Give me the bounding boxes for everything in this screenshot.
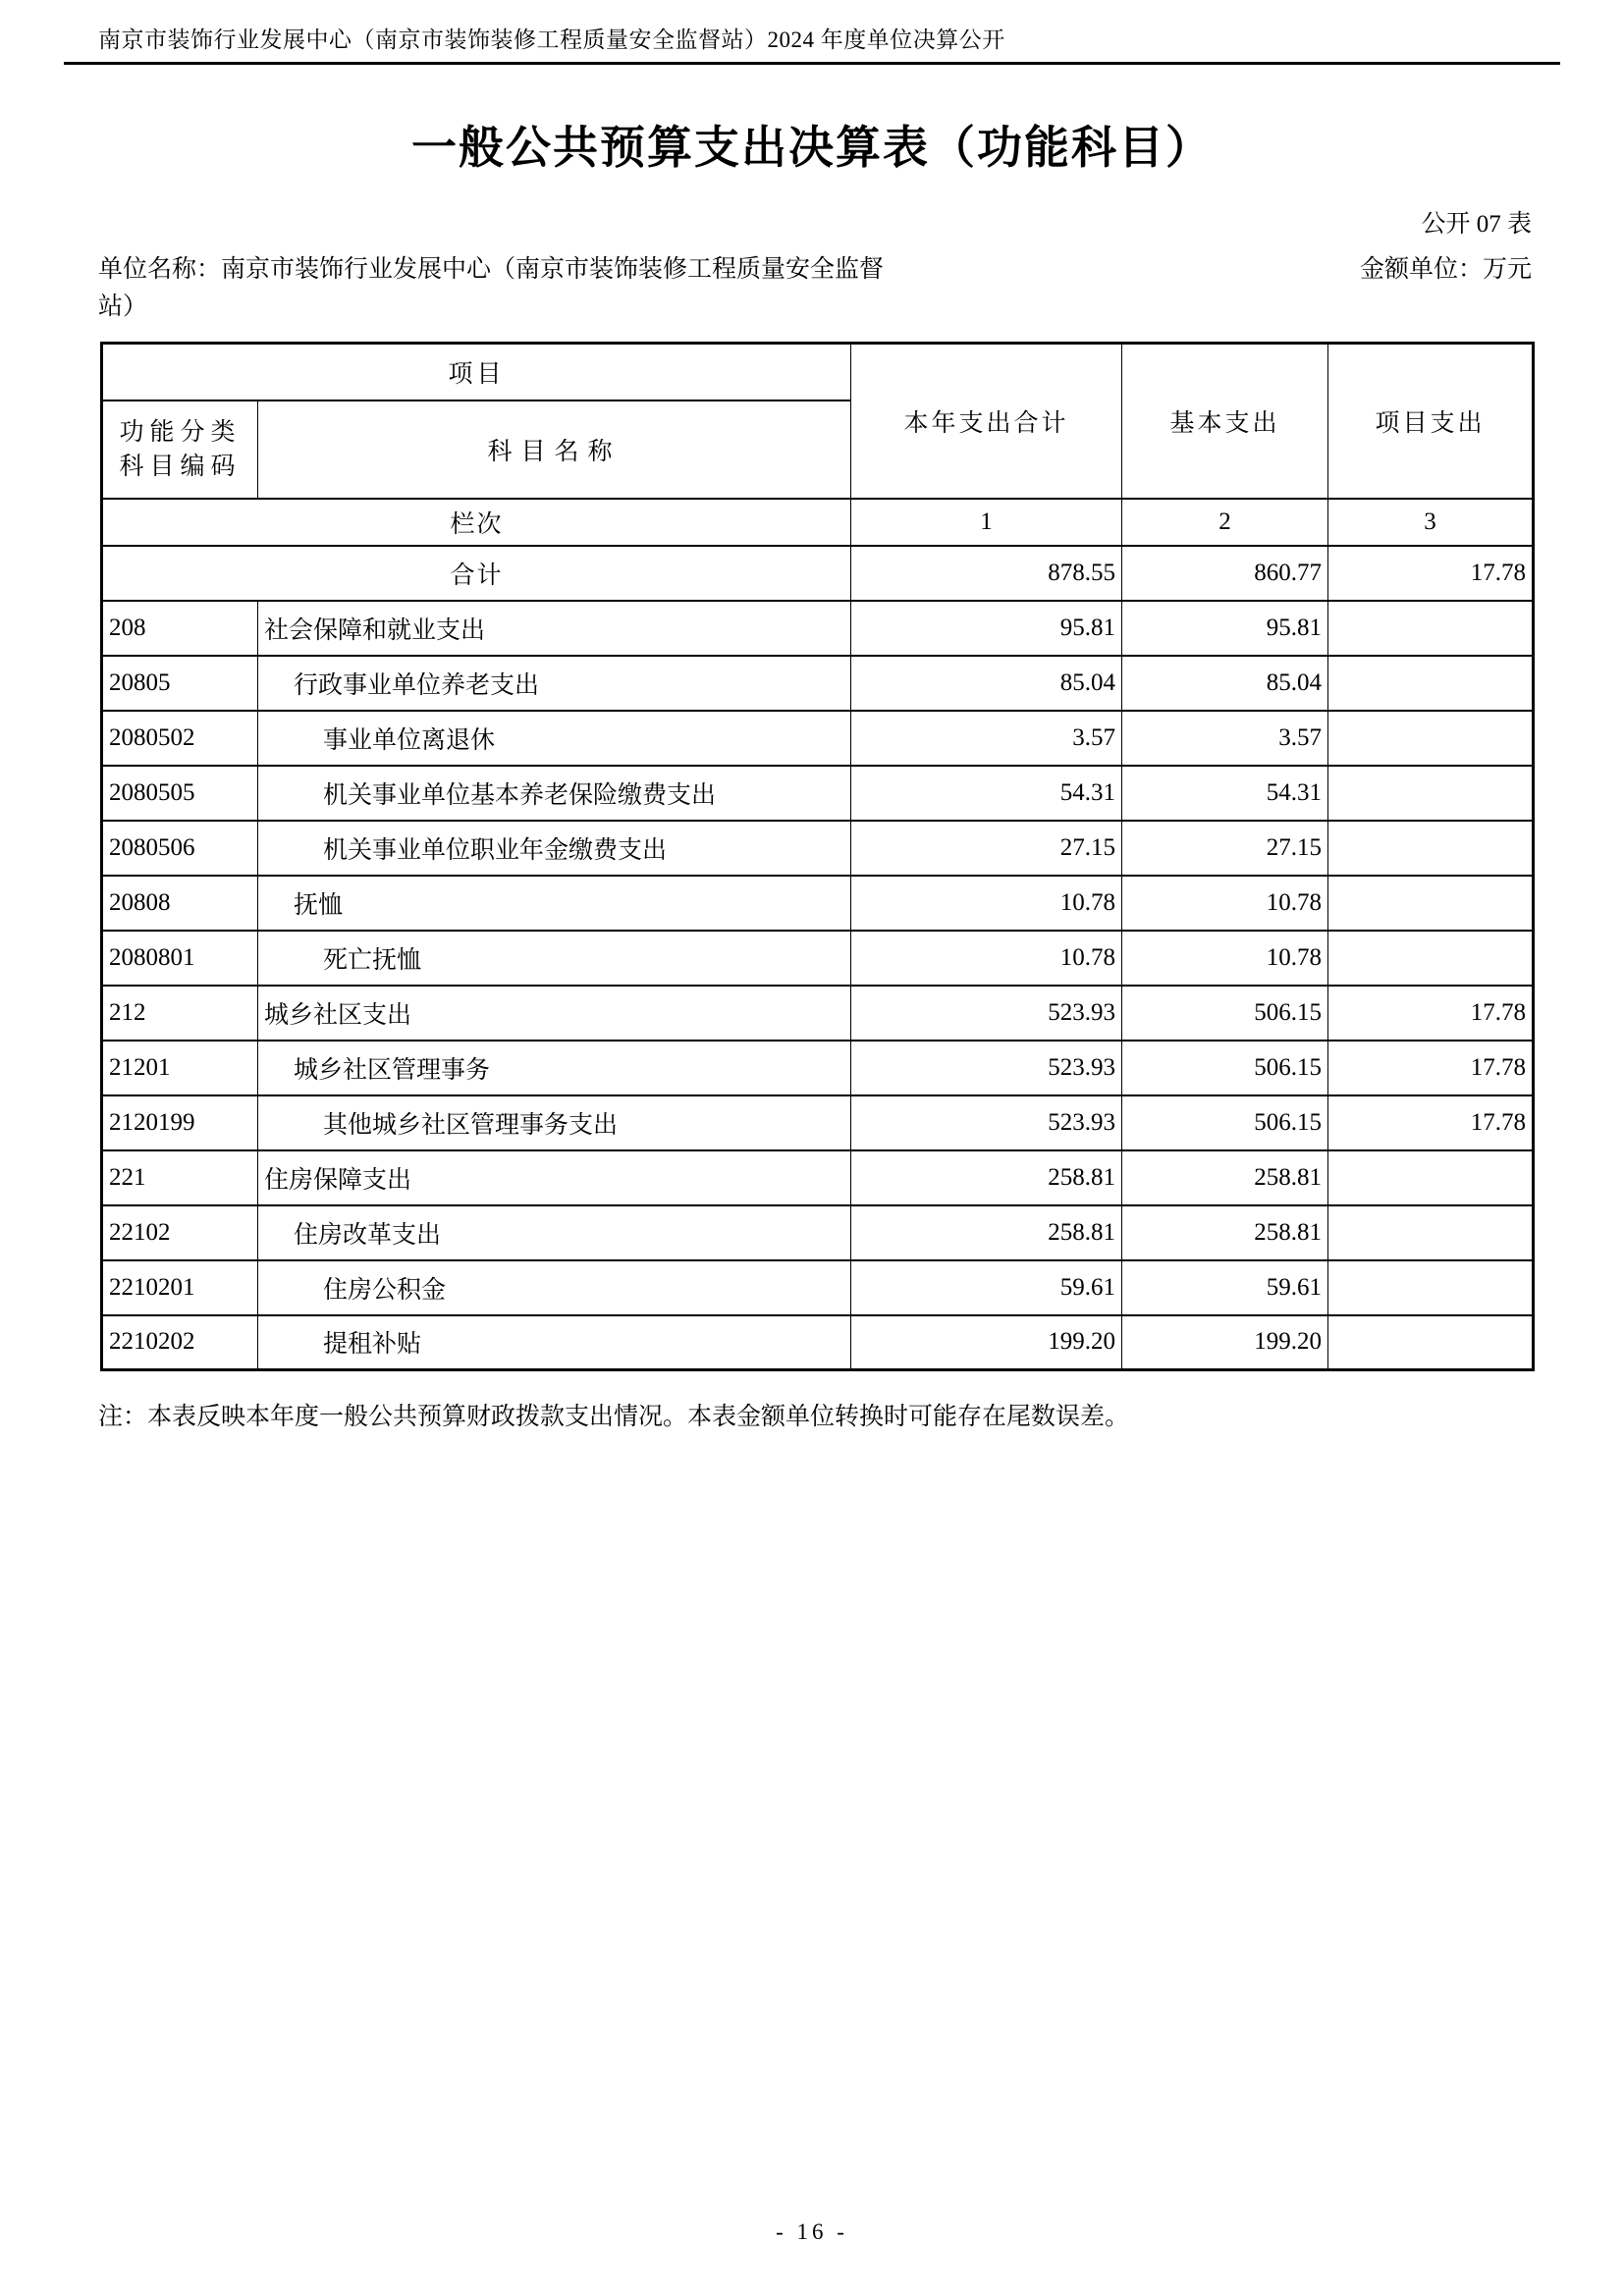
subject-name-cell: 其他城乡社区管理事务支出 xyxy=(258,1095,851,1150)
basic-expenditure-cell: 10.78 xyxy=(1122,876,1328,931)
basic-expenditure-cell: 506.15 xyxy=(1122,1095,1328,1150)
project-expenditure-cell xyxy=(1328,766,1534,821)
basic-expenditure-cell: 199.20 xyxy=(1122,1315,1328,1370)
column-index-3: 3 xyxy=(1328,499,1534,546)
subject-name-cell: 住房改革支出 xyxy=(258,1205,851,1260)
code-cell: 2120199 xyxy=(102,1095,258,1150)
table-row xyxy=(102,766,1534,821)
page-number: - 16 - xyxy=(776,2219,848,2244)
basic-expenditure-cell: 258.81 xyxy=(1122,1205,1328,1260)
project-expenditure-cell xyxy=(1328,601,1534,656)
basic-expenditure-cell: 59.61 xyxy=(1122,1260,1328,1315)
project-expenditure-cell xyxy=(1328,1260,1534,1315)
code-cell: 20808 xyxy=(102,876,258,931)
project-expenditure-cell xyxy=(1328,711,1534,766)
subject-name-header: 科目名称 xyxy=(258,400,851,499)
amount-unit-label: 金额单位：万元 xyxy=(1359,256,1532,283)
code-cell: 208 xyxy=(102,601,258,656)
year-total-cell: 3.57 xyxy=(851,711,1122,766)
table-row xyxy=(102,876,1534,931)
total-basic: 860.77 xyxy=(1122,546,1328,601)
basic-expenditure-cell: 27.15 xyxy=(1122,821,1328,876)
basic-expenditure-header: 基本支出 xyxy=(1122,344,1328,499)
code-cell: 212 xyxy=(102,986,258,1041)
project-expenditure-cell xyxy=(1328,876,1534,931)
project-expenditure-header: 项目支出 xyxy=(1328,344,1534,499)
table-row xyxy=(102,1095,1534,1150)
table-row xyxy=(102,986,1534,1041)
subject-name-cell: 抚恤 xyxy=(258,876,851,931)
code-cell: 2080505 xyxy=(102,766,258,821)
year-total-cell: 523.93 xyxy=(851,986,1122,1041)
unit-name-line1: 单位名称：南京市装饰行业发展中心（南京市装饰装修工程质量安全监督 xyxy=(98,256,885,283)
header-divider xyxy=(64,62,1560,65)
code-cell: 2210201 xyxy=(102,1260,258,1315)
column-index-1: 1 xyxy=(851,499,1122,546)
subject-name-cell: 事业单位离退休 xyxy=(258,711,851,766)
basic-expenditure-cell: 85.04 xyxy=(1122,656,1328,711)
code-cell: 21201 xyxy=(102,1041,258,1095)
table-row xyxy=(102,1205,1534,1260)
table-row xyxy=(102,931,1534,986)
table-code-label: 公开 07 表 xyxy=(1421,211,1532,238)
code-cell: 2210202 xyxy=(102,1315,258,1370)
table-row xyxy=(102,656,1534,711)
basic-expenditure-cell: 54.31 xyxy=(1122,766,1328,821)
table-meta-row xyxy=(64,251,1560,326)
basic-expenditure-cell: 3.57 xyxy=(1122,711,1328,766)
basic-expenditure-cell: 506.15 xyxy=(1122,986,1328,1041)
project-expenditure-cell xyxy=(1328,1150,1534,1205)
year-total-cell: 258.81 xyxy=(851,1150,1122,1205)
subject-name-cell: 死亡抚恤 xyxy=(258,931,851,986)
project-expenditure-cell xyxy=(1328,821,1534,876)
subject-name-cell: 住房公积金 xyxy=(258,1260,851,1315)
table-row xyxy=(102,821,1534,876)
subject-name-cell: 机关事业单位职业年金缴费支出 xyxy=(258,821,851,876)
year-total-cell: 27.15 xyxy=(851,821,1122,876)
code-cell: 2080502 xyxy=(102,711,258,766)
subject-name-cell: 城乡社区管理事务 xyxy=(258,1041,851,1095)
subject-name-cell: 行政事业单位养老支出 xyxy=(258,656,851,711)
code-cell: 221 xyxy=(102,1150,258,1205)
year-total-cell: 95.81 xyxy=(851,601,1122,656)
table-row xyxy=(102,1315,1534,1370)
year-total-header: 本年支出合计 xyxy=(851,344,1122,499)
code-cell: 2080801 xyxy=(102,931,258,986)
year-total-cell: 54.31 xyxy=(851,766,1122,821)
table-row xyxy=(102,1041,1534,1095)
total-year-total: 878.55 xyxy=(851,546,1122,601)
code-header xyxy=(102,400,258,499)
budget-table-body xyxy=(102,546,1534,1370)
table-row xyxy=(102,1260,1534,1315)
code-cell: 20805 xyxy=(102,656,258,711)
table-note: 注：本表反映本年度一般公共预算财政拨款支出情况。本表金额单位转换时可能存在尾数误差。 xyxy=(98,1404,1130,1430)
year-total-cell: 258.81 xyxy=(851,1205,1122,1260)
project-group-header: 项目 xyxy=(102,344,851,400)
page-title: 一般公共预算支出决算表（功能科目） xyxy=(411,122,1213,173)
basic-expenditure-cell: 258.81 xyxy=(1122,1150,1328,1205)
column-index-2: 2 xyxy=(1122,499,1328,546)
year-total-cell: 85.04 xyxy=(851,656,1122,711)
project-expenditure-cell xyxy=(1328,1205,1534,1260)
project-expenditure-cell xyxy=(1328,656,1534,711)
table-row xyxy=(102,601,1534,656)
project-expenditure-cell: 17.78 xyxy=(1328,1041,1534,1095)
year-total-cell: 199.20 xyxy=(851,1315,1122,1370)
header-title-text: 南京市装饰行业发展中心（南京市装饰装修工程质量安全监督站）2024 年度单位决算公开 xyxy=(98,27,1005,52)
subject-name-cell: 住房保障支出 xyxy=(258,1150,851,1205)
unit-name-line2: 站） xyxy=(98,294,148,320)
year-total-cell: 523.93 xyxy=(851,1095,1122,1150)
code-cell: 2080506 xyxy=(102,821,258,876)
project-expenditure-cell: 17.78 xyxy=(1328,1095,1534,1150)
basic-expenditure-cell: 95.81 xyxy=(1122,601,1328,656)
subject-name-cell: 城乡社区支出 xyxy=(258,986,851,1041)
total-project: 17.78 xyxy=(1328,546,1534,601)
subject-name-cell: 机关事业单位基本养老保险缴费支出 xyxy=(258,766,851,821)
document-header xyxy=(64,0,1560,65)
budget-table-head xyxy=(102,344,1534,546)
subject-name-cell: 社会保障和就业支出 xyxy=(258,601,851,656)
year-total-cell: 59.61 xyxy=(851,1260,1122,1315)
unit-name xyxy=(98,251,884,326)
table-row xyxy=(102,1150,1534,1205)
budget-table xyxy=(100,342,1535,1371)
total-row xyxy=(102,546,1534,601)
code-cell: 22102 xyxy=(102,1205,258,1260)
year-total-cell: 523.93 xyxy=(851,1041,1122,1095)
subject-name-cell: 提租补贴 xyxy=(258,1315,851,1370)
code-header-line2: 科目编码 xyxy=(119,453,242,480)
basic-expenditure-cell: 10.78 xyxy=(1122,931,1328,986)
project-expenditure-cell xyxy=(1328,1315,1534,1370)
header-row-project xyxy=(102,344,1534,400)
code-header-line1: 功能分类 xyxy=(119,418,242,446)
column-index-row xyxy=(102,499,1534,546)
column-index-label: 栏次 xyxy=(102,499,851,546)
basic-expenditure-cell: 506.15 xyxy=(1122,1041,1328,1095)
total-label: 合计 xyxy=(102,546,851,601)
year-total-cell: 10.78 xyxy=(851,931,1122,986)
table-row xyxy=(102,711,1534,766)
project-expenditure-cell: 17.78 xyxy=(1328,986,1534,1041)
year-total-cell: 10.78 xyxy=(851,876,1122,931)
project-expenditure-cell xyxy=(1328,931,1534,986)
